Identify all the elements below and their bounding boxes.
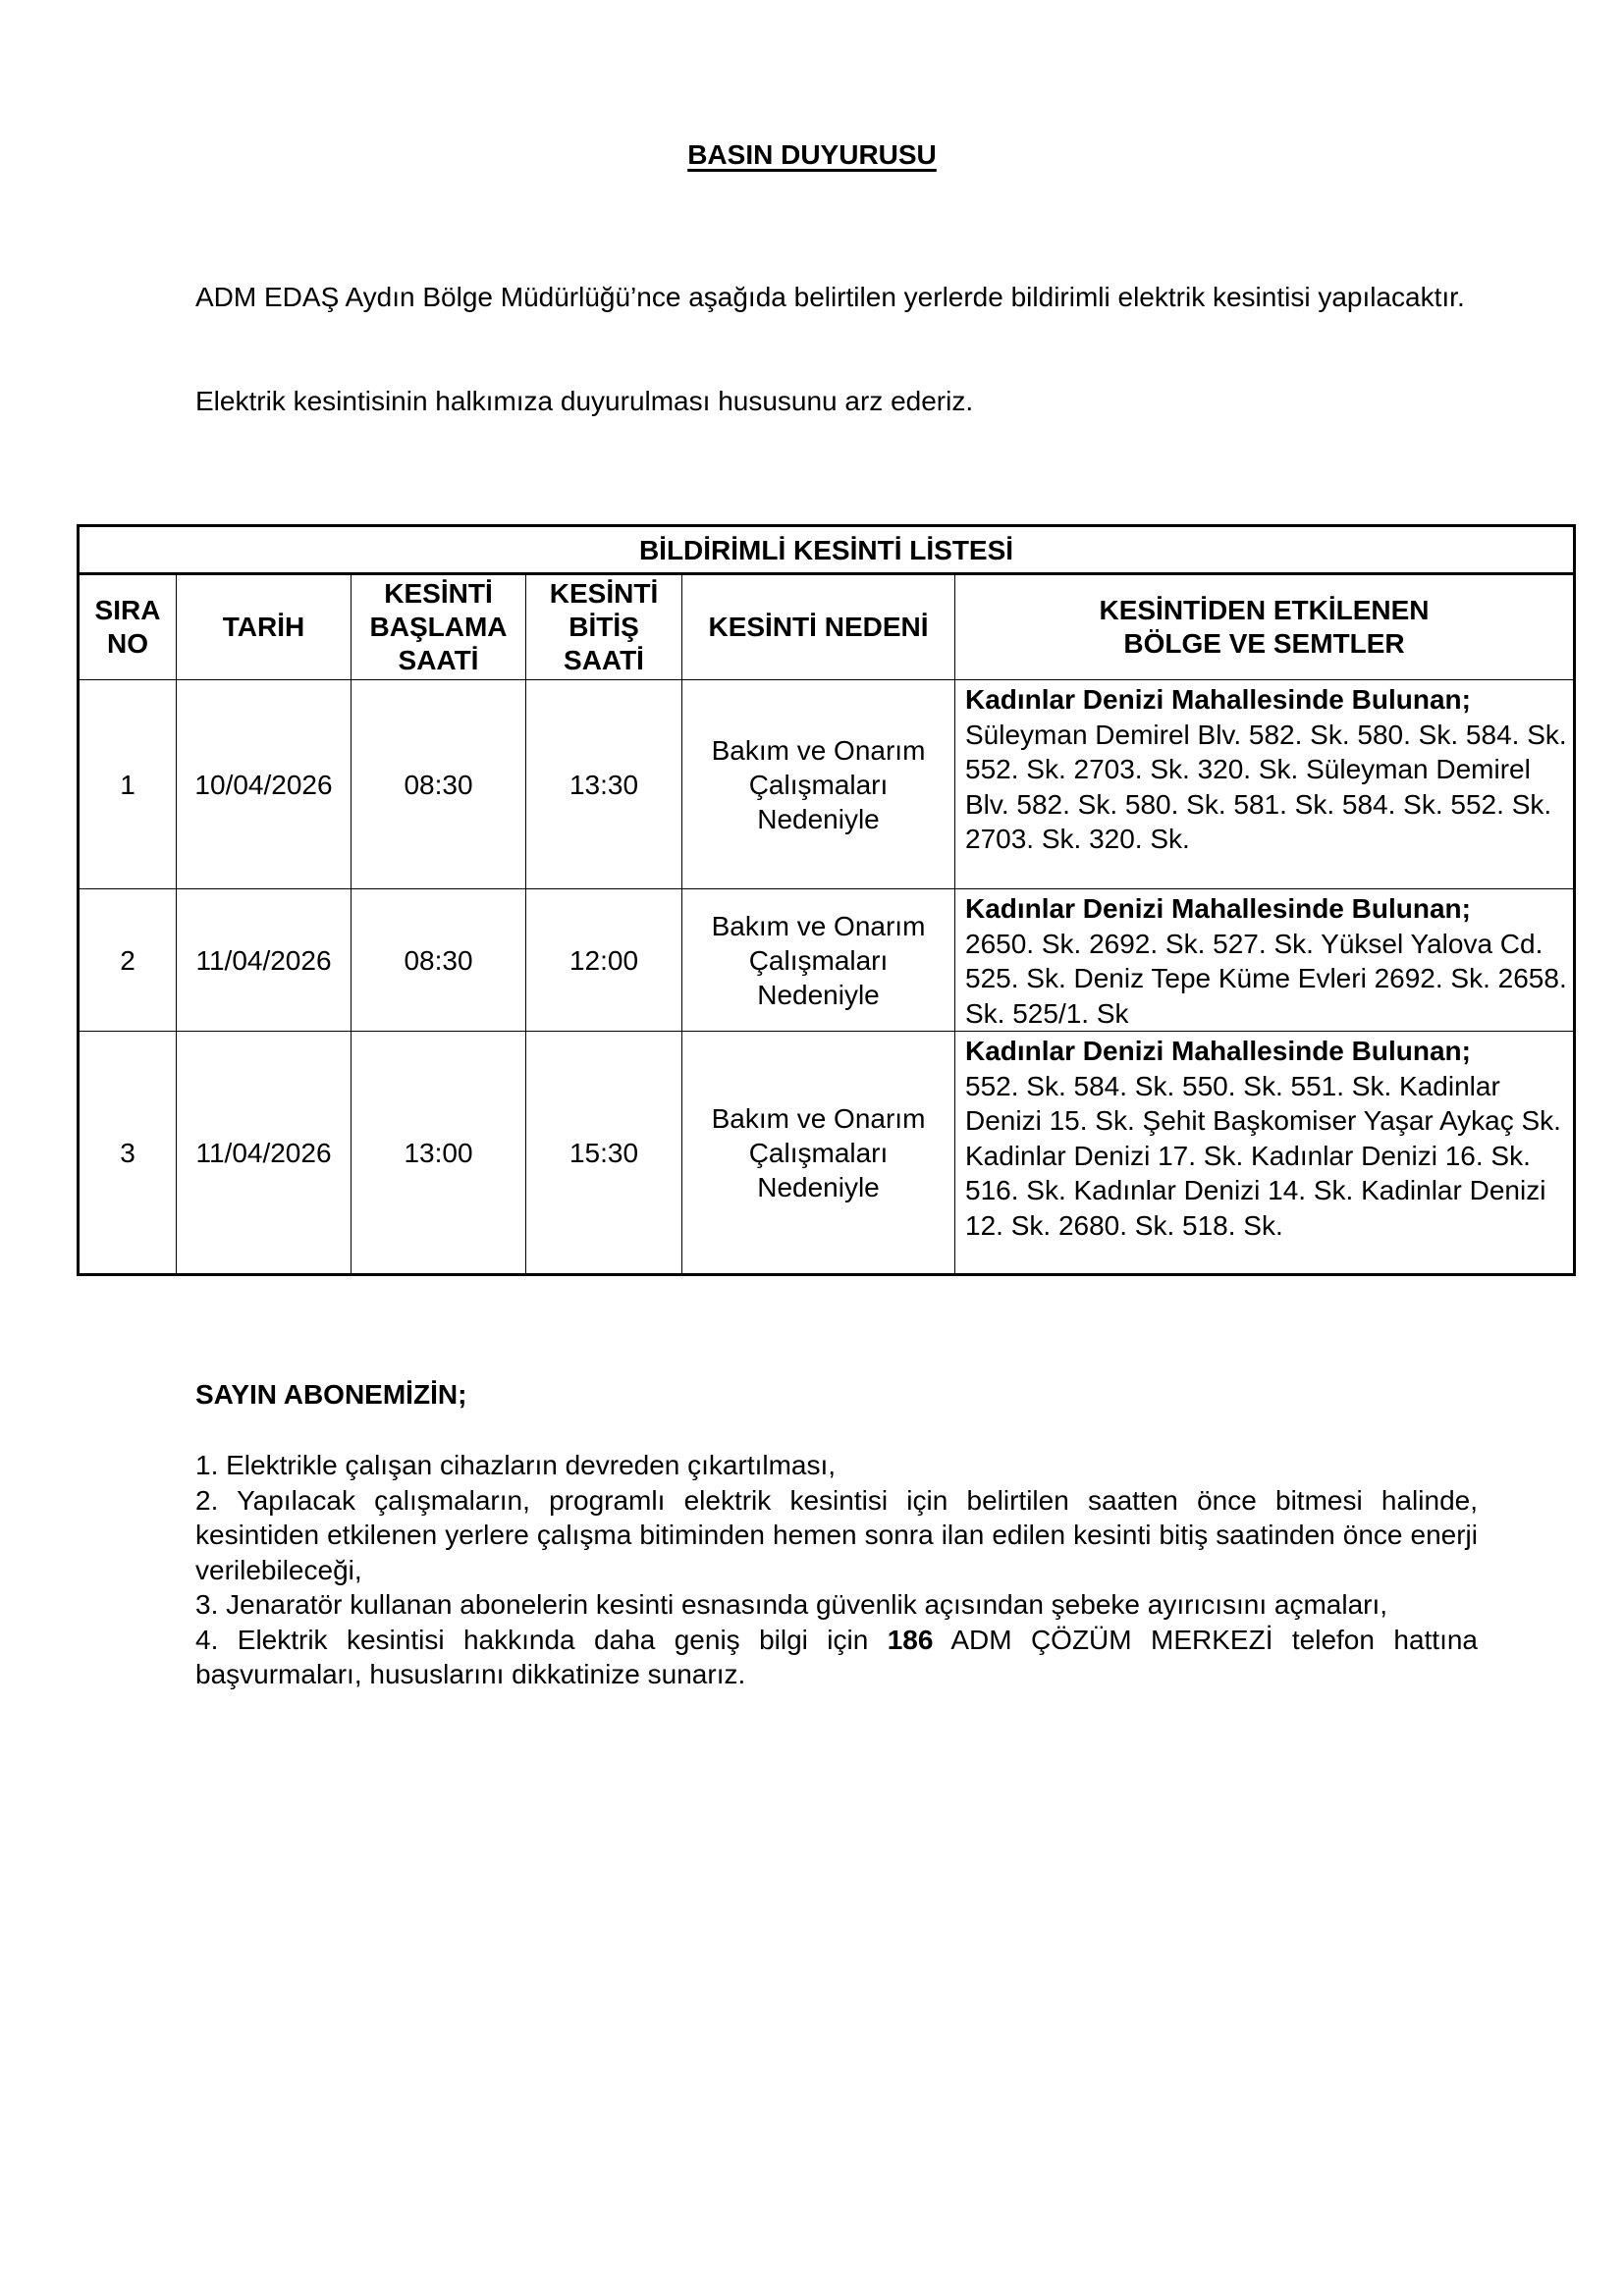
row-reason: Bakım ve Onarım Çalışmaları Nedeniyle [682,680,955,889]
row-start: 13:00 [352,1032,526,1275]
intro-paragraph-2: Elektrik kesintisinin halkımıza duyurulması hususunu arz ederiz. [195,386,974,416]
notice-item: 1. Elektrikle çalışan cihazların devreden çıkartılması, [195,1450,837,1480]
table-title: BİLDİRİMLİ KESİNTİ LİSTESİ [79,526,1575,574]
table-row [79,889,1575,1032]
header-neden: KESİNTİ NEDENİ [682,574,955,680]
notice-item-text: 4. Elektrik kesintisi hakkında daha geniş bilgi için [195,1624,888,1655]
document-title: BASIN DUYURUSU [687,139,937,170]
area-heading: Kadınlar Denizi Mahallesinde Bulunan; [965,684,1471,715]
header-sira-no: SIRA NO [79,574,177,680]
row-date: 10/04/2026 [177,680,352,889]
header-tarih: TARİH [177,574,352,680]
outage-table [77,524,1576,1276]
notice-item [195,1623,1478,1692]
row-no: 2 [79,889,177,1032]
row-reason: Bakım ve Onarım Çalışmaları Nedeniyle [682,889,955,1032]
header-baslama: KESİNTİ BAŞLAMA SAATİ [352,574,526,680]
notice-heading: SAYIN ABONEMİZİN; [195,1379,467,1410]
row-area [955,889,1575,1032]
row-area [955,1032,1575,1275]
notice-item: 2. Yapılacak çalışmaların, programlı elektrik kesintisi için belirtilen saatten önce bitmesi halinde, kesintiden etkilenen yerlere çalışma bitiminden hemen sonra ilan edilen kesinti bitiş saatinden önce enerji verilebileceği, [195,1484,1478,1585]
row-end: 13:30 [526,680,682,889]
intro-paragraph: ADM EDAŞ Aydın Bölge Müdürlüğü’nce aşağıda belirtilen yerlerde bildirimli elektrik kesintisi yapılacaktır. [195,282,1465,312]
row-date: 11/04/2026 [177,889,352,1032]
notice-item: 3. Jenaratör kullanan abonelerin kesinti esnasında güvenlik açısından şebeke ayırıcısını açmaları, [195,1589,1388,1620]
hotline-number: 186 [887,1624,934,1655]
row-no: 3 [79,1032,177,1275]
area-heading: Kadınlar Denizi Mahallesinde Bulunan; [965,1036,1471,1066]
notice-item-text: ADM ÇÖZÜM MERKEZİ telefon hattına başvurmaları, hususlarını dikkatinize sunarız. [195,1624,1478,1689]
row-end: 12:00 [526,889,682,1032]
table-row [79,680,1575,889]
row-reason: Bakım ve Onarım Çalışmaları Nedeniyle [682,1032,955,1275]
row-end: 15:30 [526,1032,682,1275]
notice-list [195,1448,1478,1692]
row-start: 08:30 [352,889,526,1032]
area-streets: 2650. Sk. 2692. Sk. 527. Sk. Yüksel Yalova Cd. 525. Sk. Deniz Tepe Küme Evleri 2692. Sk. 2658. Sk. 525/1. Sk [965,928,1567,1029]
area-streets: 552. Sk. 584. Sk. 550. Sk. 551. Sk. Kadinlar Denizi 15. Sk. Şehit Başkomiser Yaşar Aykaç Sk. Kadinlar Denizi 17. Sk. Kadınlar Denizi 16. Sk. 516. Sk. Kadınlar Denizi 14. Sk. Kadinlar Denizi 12. Sk. 2680. Sk. 518. Sk. [965,1070,1561,1241]
header-bitis: KESİNTİ BİTİŞ SAATİ [526,574,682,680]
area-heading: Kadınlar Denizi Mahallesinde Bulunan; [965,893,1471,924]
row-start: 08:30 [352,680,526,889]
row-no: 1 [79,680,177,889]
table-row [79,1032,1575,1275]
table-title-row [79,526,1575,574]
table-header-row [79,574,1575,680]
row-area [955,680,1575,889]
header-bolge: KESİNTİDEN ETKİLENEN BÖLGE VE SEMTLER [955,574,1575,680]
area-streets: Süleyman Demirel Blv. 582. Sk. 580. Sk. 584. Sk. 552. Sk. 2703. Sk. 320. Sk. Süleyman Demirel Blv. 582. Sk. 580. Sk. 581. Sk. 584. Sk. 552. Sk. 2703. Sk. 320. Sk. [965,719,1567,854]
row-date: 11/04/2026 [177,1032,352,1275]
